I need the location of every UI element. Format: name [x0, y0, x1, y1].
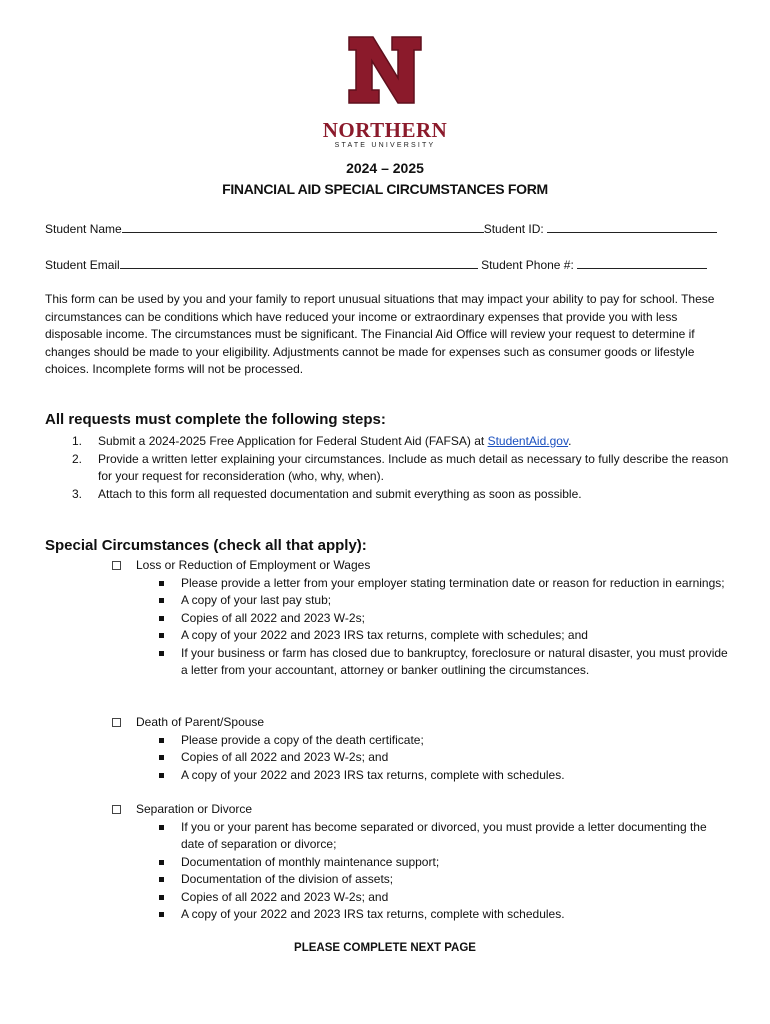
checkbox[interactable] — [112, 718, 121, 727]
document-list — [110, 819, 730, 924]
brand-name: NORTHERN — [322, 118, 448, 142]
list-item-text: Documentation of the division of assets; — [181, 872, 394, 886]
bullet-icon — [159, 895, 164, 900]
student-name-row — [45, 221, 717, 236]
step-item — [72, 451, 732, 486]
list-item-text: A copy of your 2022 and 2023 IRS tax returns, complete with schedules; and — [181, 628, 588, 642]
circumstances-heading: Special Circumstances (check all that apply): — [45, 537, 367, 554]
list-item — [110, 627, 730, 645]
list-item-text: Copies of all 2022 and 2023 W-2s; — [181, 610, 365, 625]
circumstance-option — [110, 801, 730, 819]
northern-n-icon — [346, 34, 424, 106]
list-item — [110, 854, 730, 872]
bullet-icon — [159, 912, 164, 917]
list-item — [110, 819, 730, 854]
bullet-icon — [159, 598, 164, 603]
circumstance-label: Loss or Reduction of Employment or Wages — [136, 558, 371, 572]
document-list — [110, 732, 730, 785]
bullet-icon — [159, 651, 164, 656]
list-item — [110, 749, 730, 767]
circumstance-label: Death of Parent/Spouse — [136, 715, 265, 729]
bullet-icon — [159, 755, 164, 760]
step-text: Provide a written letter explaining your circumstances. Include as much detail as necessary to fully describe the reason for your request for reconsideration (who, why, when). — [98, 451, 729, 483]
studentaid-link[interactable]: StudentAid.gov — [487, 434, 569, 448]
list-item-text: A copy of your last pay stub; — [181, 593, 332, 607]
bullet-icon — [159, 877, 164, 882]
circumstance-option — [110, 714, 730, 732]
step-text: Submit a 2024-2025 Free Application for Federal Student Aid (FAFSA) at — [98, 434, 488, 448]
list-item-text: Please provide a letter from your employer stating termination date or reason for reduction in earnings; — [181, 575, 725, 590]
bullet-icon — [159, 738, 164, 743]
list-item-text: Documentation of monthly maintenance support; — [181, 854, 440, 869]
step-text-end: . — [568, 434, 572, 448]
checkbox[interactable] — [112, 561, 121, 570]
step-number: 3. — [72, 486, 83, 501]
form-year: 2024 – 2025 — [346, 160, 424, 176]
circumstance-group-death — [110, 714, 730, 784]
list-item — [110, 592, 730, 610]
list-item-text: A copy of your 2022 and 2023 IRS tax returns, complete with schedules. — [181, 767, 565, 782]
student-name-label: Student Name — [45, 222, 122, 236]
student-id-label: Student ID: — [483, 222, 544, 236]
brand-subtitle: STATE UNIVERSITY — [334, 142, 436, 149]
circumstance-option — [110, 557, 730, 575]
steps-heading: All requests must complete the following steps: — [45, 411, 386, 428]
list-item-text: Copies of all 2022 and 2023 W-2s; and — [181, 889, 389, 904]
list-item — [110, 610, 730, 628]
list-item — [110, 767, 730, 785]
step-number: 2. — [72, 451, 83, 466]
list-item — [110, 732, 730, 750]
student-id-field[interactable] — [547, 221, 717, 233]
student-email-field[interactable] — [120, 257, 478, 269]
list-item-text: Copies of all 2022 and 2023 W-2s; and — [181, 750, 389, 764]
circumstance-label: Separation or Divorce — [136, 802, 253, 816]
list-item — [110, 645, 730, 680]
list-item-text: If your business or farm has closed due to bankruptcy, foreclosure or natural disaster, you must provide a letter from your accountant, attorney or banker outlining the circumstances. — [181, 645, 728, 677]
circumstance-group-employment — [110, 557, 730, 680]
checkbox[interactable] — [112, 805, 121, 814]
list-item — [110, 906, 730, 924]
student-phone-field[interactable] — [577, 257, 707, 269]
student-email-row — [45, 257, 707, 272]
bullet-icon — [159, 616, 164, 621]
list-item — [110, 889, 730, 907]
list-item — [110, 871, 730, 889]
steps-list — [72, 433, 732, 503]
document-list — [110, 575, 730, 680]
list-item-text: Please provide a copy of the death certificate; — [181, 732, 424, 747]
step-item — [72, 486, 732, 504]
list-item — [110, 575, 730, 593]
list-item-text: If you or your parent has become separated or divorced, you must provide a letter documenting the date of separation or divorce; — [181, 819, 707, 851]
bullet-icon — [159, 773, 164, 778]
step-text: Attach to this form all requested documentation and submit everything as soon as possible. — [98, 486, 582, 501]
intro-paragraph: This form can be used by you and your family to report unusual situations that may impact your ability to pay for school. These circumstances can be conditions which have reduced your income or extraordinary expenses that provide you with less disposable income. The circumstances must be significant. The Financial Aid Office will review your request to determine if changes should be made to your eligibility. Adjustments cannot be made for expenses such as consumer goods or lifestyle choices. Incomplete forms will not be processed. — [45, 292, 715, 376]
student-name-field[interactable] — [122, 221, 484, 233]
list-item-text: A copy of your 2022 and 2023 IRS tax returns, complete with schedules. — [181, 907, 565, 921]
next-page-notice: PLEASE COMPLETE NEXT PAGE — [294, 942, 476, 954]
bullet-icon — [159, 825, 164, 830]
circumstance-group-divorce — [110, 801, 730, 924]
step-number: 1. — [72, 434, 83, 448]
student-phone-label: Student Phone #: — [481, 258, 574, 272]
university-logo — [312, 34, 458, 156]
bullet-icon — [159, 633, 164, 638]
step-item — [72, 433, 732, 451]
bullet-icon — [159, 860, 164, 865]
bullet-icon — [159, 581, 164, 586]
student-email-label: Student Email — [45, 258, 120, 272]
form-title: FINANCIAL AID SPECIAL CIRCUMSTANCES FORM — [222, 181, 548, 197]
